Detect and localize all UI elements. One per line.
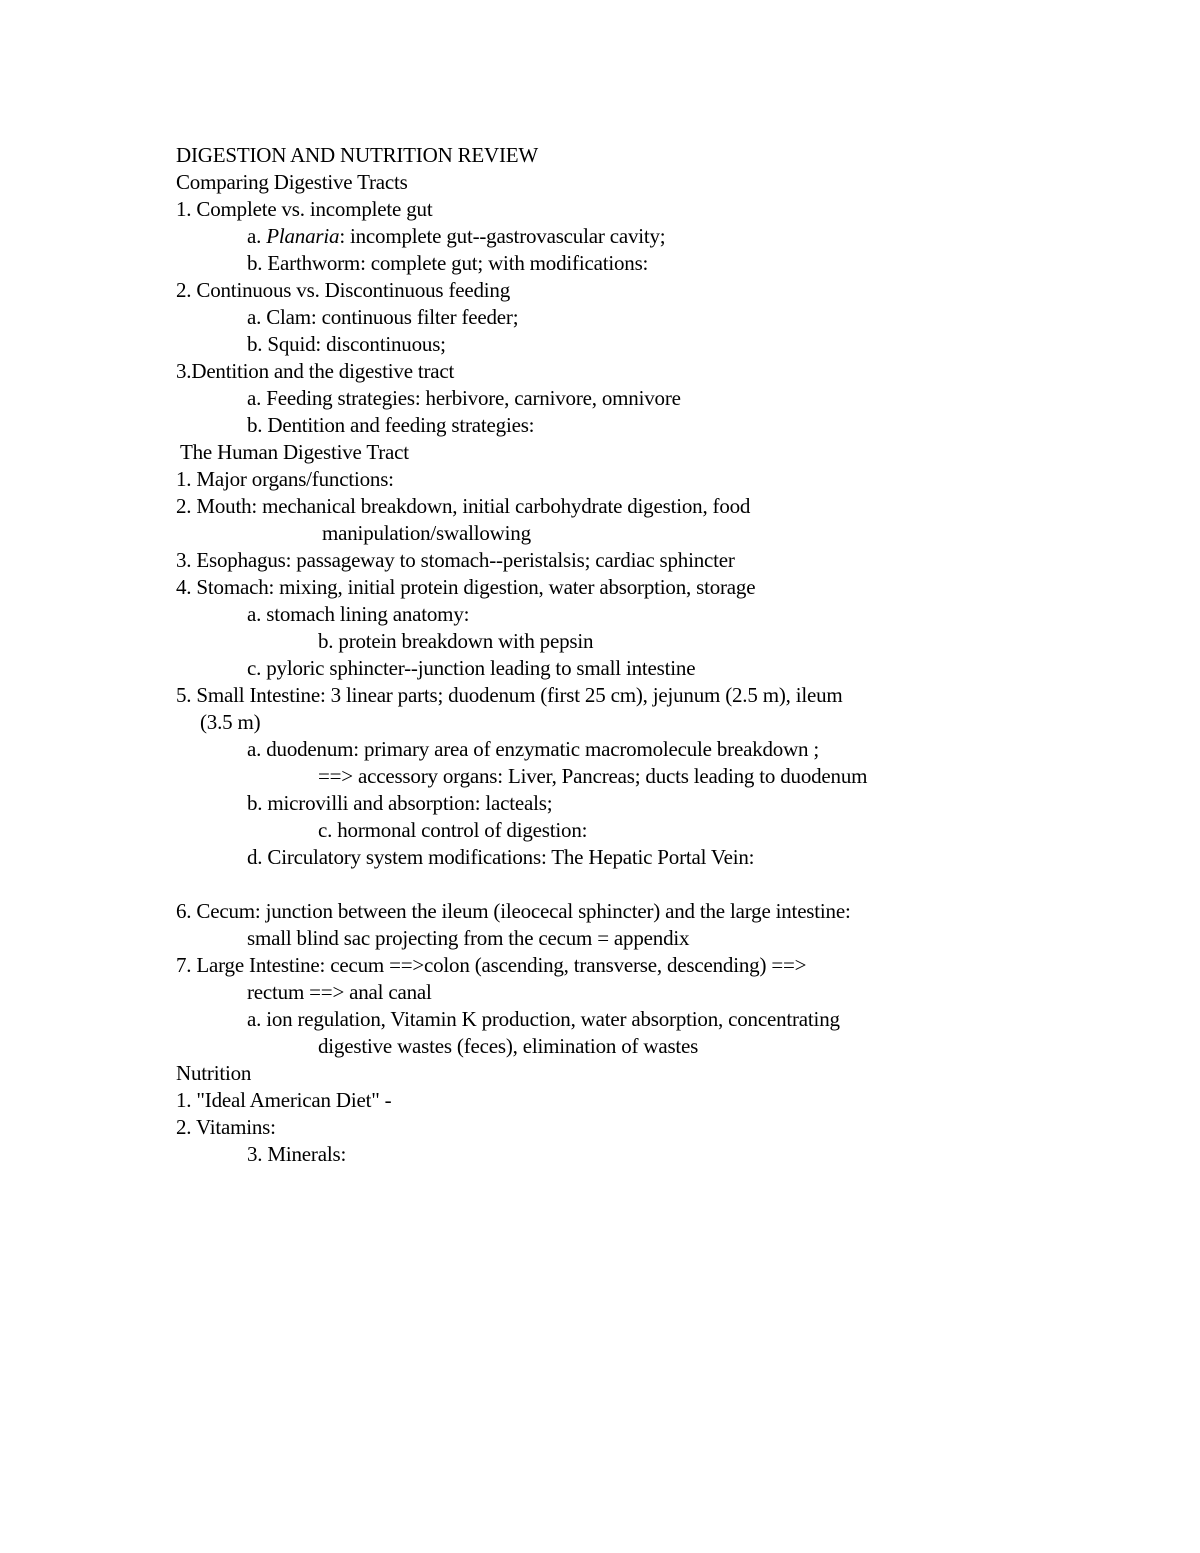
list-item: 4. Stomach: mixing, initial protein digestion, water absorption, storage xyxy=(176,575,756,599)
list-item: 3. Minerals: xyxy=(247,1142,347,1166)
list-subitem: a. Feeding strategies: herbivore, carnivore, omnivore xyxy=(247,386,681,410)
list-item-continuation: digestive wastes (feces), elimination of wastes xyxy=(318,1034,699,1058)
list-item: 6. Cecum: junction between the ileum (ileocecal sphincter) and the large intestine: xyxy=(176,899,851,923)
subitem-prefix: a. xyxy=(247,224,267,248)
list-subitem: b. Dentition and feeding strategies: xyxy=(247,413,535,437)
list-item: 1. Major organs/functions: xyxy=(176,467,394,491)
list-item: 1. Complete vs. incomplete gut xyxy=(176,197,433,221)
subitem-text: : incomplete gut--gastrovascular cavity; xyxy=(339,224,666,248)
blank-line xyxy=(176,871,1036,898)
list-subitem: c. pyloric sphincter--junction leading to small intestine xyxy=(247,656,696,680)
list-subitem: a. ion regulation, Vitamin K production, water absorption, concentrating xyxy=(247,1007,840,1031)
list-subitem: a. Clam: continuous filter feeder; xyxy=(247,305,519,329)
list-item: 2. Continuous vs. Discontinuous feeding xyxy=(176,278,511,302)
list-subitem: a. duodenum: primary area of enzymatic macromolecule breakdown ; xyxy=(247,737,820,761)
list-subitem: b. Earthworm: complete gut; with modifications: xyxy=(247,251,649,275)
list-subitem: b. protein breakdown with pepsin xyxy=(318,629,594,653)
italic-term: Planaria xyxy=(266,224,340,248)
list-subitem: ==> accessory organs: Liver, Pancreas; ducts leading to duodenum xyxy=(318,764,868,788)
list-subitem: d. Circulatory system modifications: The Hepatic Portal Vein: xyxy=(247,845,755,869)
document-title: DIGESTION AND NUTRITION REVIEW xyxy=(176,143,539,167)
section-heading-comparing: Comparing Digestive Tracts xyxy=(176,170,408,194)
list-item-continuation: small blind sac projecting from the cecum = appendix xyxy=(247,926,690,950)
list-item: 3. Esophagus: passageway to stomach--peristalsis; cardiac sphincter xyxy=(176,548,735,572)
list-item-continuation: manipulation/swallowing xyxy=(322,521,531,545)
list-subitem: a. stomach lining anatomy: xyxy=(247,602,470,626)
document-body xyxy=(176,142,1036,1168)
list-subitem: c. hormonal control of digestion: xyxy=(318,818,588,842)
list-item: 2. Vitamins: xyxy=(176,1115,276,1139)
list-item-continuation: rectum ==> anal canal xyxy=(247,980,432,1004)
section-heading-human-tract: The Human Digestive Tract xyxy=(180,440,409,464)
list-subitem: b. microvilli and absorption: lacteals; xyxy=(247,791,553,815)
list-subitem: b. Squid: discontinuous; xyxy=(247,332,446,356)
list-item: 2. Mouth: mechanical breakdown, initial carbohydrate digestion, food xyxy=(176,494,751,518)
section-heading-nutrition: Nutrition xyxy=(176,1061,252,1085)
list-item-continuation: (3.5 m) xyxy=(200,710,261,734)
list-item: 5. Small Intestine: 3 linear parts; duodenum (first 25 cm), jejunum (2.5 m), ileum xyxy=(176,683,843,707)
list-item: 1. "Ideal American Diet" - xyxy=(176,1088,392,1112)
list-item: 3.Dentition and the digestive tract xyxy=(176,359,455,383)
list-item: 7. Large Intestine: cecum ==>colon (ascending, transverse, descending) ==> xyxy=(176,953,807,977)
list-subitem xyxy=(176,223,1036,250)
